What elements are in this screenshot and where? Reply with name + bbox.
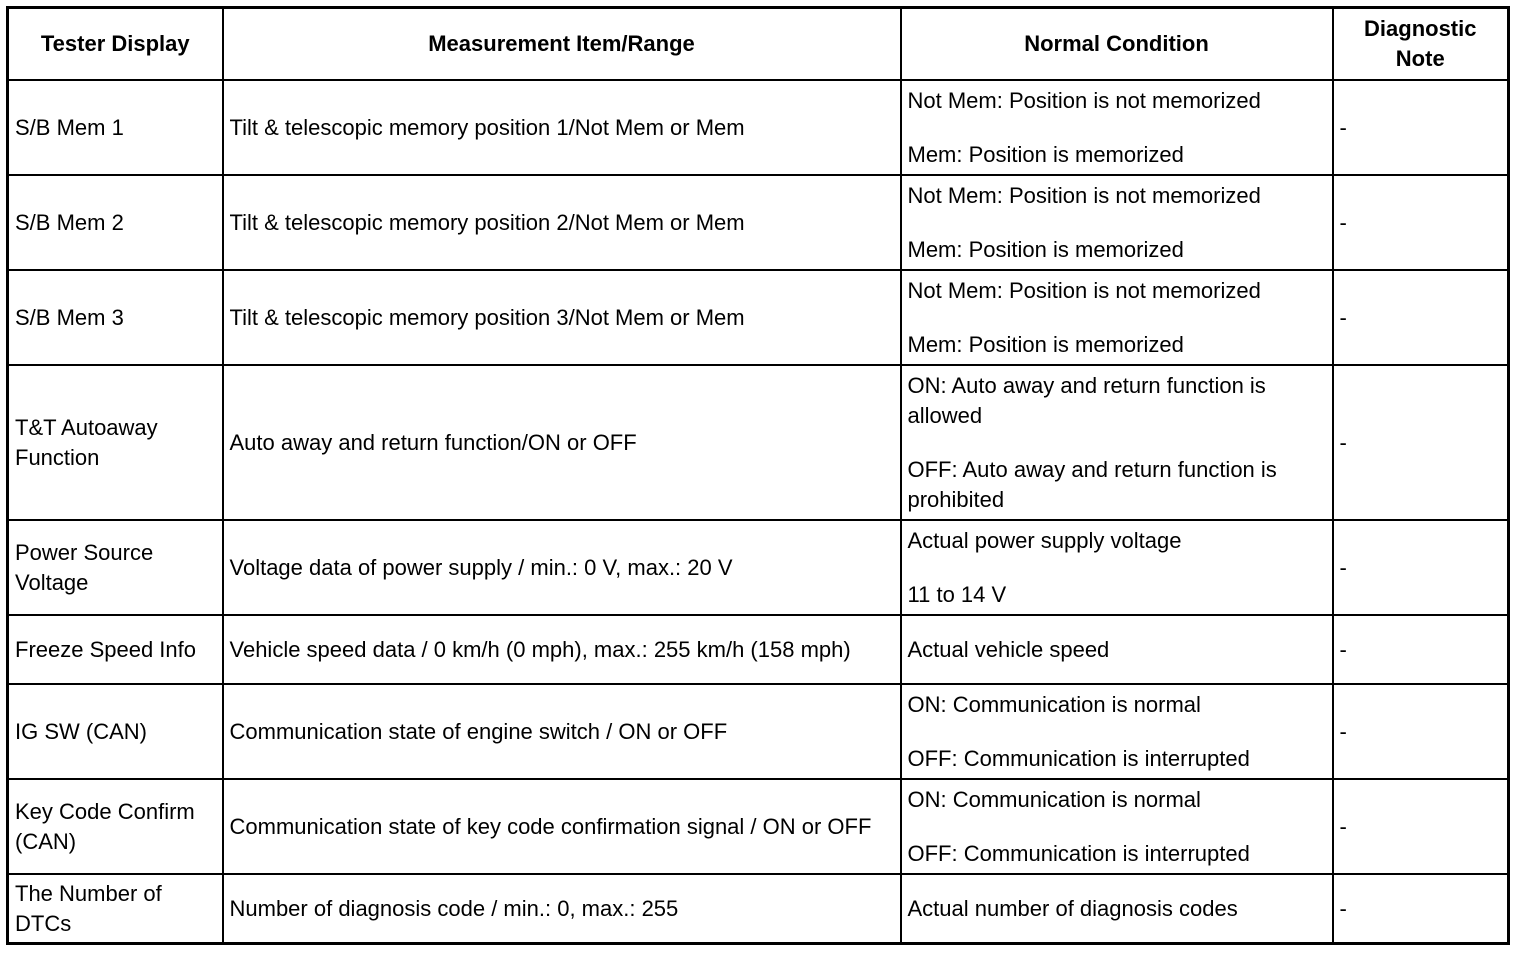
cell-normal-condition: [901, 874, 1333, 944]
header-tester-display: Tester Display: [8, 8, 223, 81]
cell-measurement: Tilt & telescopic memory position 2/Not Mem or Mem: [223, 175, 901, 270]
table-row: [8, 80, 1509, 175]
cell-diagnostic-note: -: [1333, 270, 1509, 365]
condition-line: Actual power supply voltage: [907, 527, 1182, 553]
cell-tester-display: Key Code Confirm (CAN): [8, 779, 223, 874]
table-row: [8, 270, 1509, 365]
condition-line: OFF: Communication is interrupted: [907, 840, 1250, 866]
table-row: [8, 779, 1509, 874]
data-monitor-table: [6, 6, 1510, 945]
cell-measurement: Auto away and return function/ON or OFF: [223, 365, 901, 520]
cell-measurement: Communication state of key code confirmation signal / ON or OFF: [223, 779, 901, 874]
cell-normal-condition: [901, 684, 1333, 779]
cell-measurement: Voltage data of power supply / min.: 0 V, max.: 20 V: [223, 520, 901, 615]
table-row: [8, 175, 1509, 270]
cell-measurement: Tilt & telescopic memory position 3/Not Mem or Mem: [223, 270, 901, 365]
condition-line: Mem: Position is memorized: [907, 236, 1184, 262]
condition-line: OFF: Communication is interrupted: [907, 745, 1250, 771]
cell-tester-display: Power Source Voltage: [8, 520, 223, 615]
condition-line: Not Mem: Position is not memorized: [907, 277, 1261, 303]
condition-line: Not Mem: Position is not memorized: [907, 182, 1261, 208]
cell-normal-condition: [901, 615, 1333, 684]
condition-line: Mem: Position is memorized: [907, 331, 1184, 357]
table-row: [8, 684, 1509, 779]
cell-diagnostic-note: -: [1333, 520, 1509, 615]
cell-normal-condition: [901, 80, 1333, 175]
condition-line: Mem: Position is memorized: [907, 141, 1184, 167]
cell-measurement: Number of diagnosis code / min.: 0, max.: 255: [223, 874, 901, 944]
cell-diagnostic-note: -: [1333, 684, 1509, 779]
condition-line: Not Mem: Position is not memorized: [907, 87, 1261, 113]
cell-measurement: Vehicle speed data / 0 km/h (0 mph), max.: 255 km/h (158 mph): [223, 615, 901, 684]
table-row: [8, 520, 1509, 615]
cell-diagnostic-note: -: [1333, 365, 1509, 520]
cell-tester-display: S/B Mem 3: [8, 270, 223, 365]
cell-measurement: Tilt & telescopic memory position 1/Not Mem or Mem: [223, 80, 901, 175]
header-measurement: Measurement Item/Range: [223, 8, 901, 81]
table-row: [8, 874, 1509, 944]
condition-line: OFF: Auto away and return function is prohibited: [907, 456, 1277, 512]
header-row: [8, 8, 1509, 81]
cell-diagnostic-note: -: [1333, 80, 1509, 175]
cell-normal-condition: [901, 270, 1333, 365]
table-row: [8, 365, 1509, 520]
cell-diagnostic-note: -: [1333, 175, 1509, 270]
cell-normal-condition: [901, 175, 1333, 270]
condition-line: Actual vehicle speed: [907, 636, 1110, 662]
header-diagnostic-line2: Note: [1395, 46, 1445, 71]
cell-tester-display: T&T Autoaway Function: [8, 365, 223, 520]
cell-tester-display: Freeze Speed Info: [8, 615, 223, 684]
header-diagnostic-line1: Diagnostic: [1364, 16, 1477, 41]
cell-tester-display: The Number of DTCs: [8, 874, 223, 944]
condition-line: Actual number of diagnosis codes: [907, 895, 1238, 921]
cell-diagnostic-note: -: [1333, 615, 1509, 684]
header-diagnostic-note: [1333, 8, 1509, 81]
condition-line: ON: Auto away and return function is allowed: [907, 372, 1266, 428]
cell-normal-condition: [901, 365, 1333, 520]
condition-line: ON: Communication is normal: [907, 786, 1201, 812]
cell-measurement: Communication state of engine switch / ON or OFF: [223, 684, 901, 779]
cell-tester-display: S/B Mem 2: [8, 175, 223, 270]
condition-line: 11 to 14 V: [907, 581, 1007, 607]
cell-normal-condition: [901, 520, 1333, 615]
cell-normal-condition: [901, 779, 1333, 874]
condition-line: ON: Communication is normal: [907, 691, 1201, 717]
header-normal-condition: Normal Condition: [901, 8, 1333, 81]
cell-tester-display: IG SW (CAN): [8, 684, 223, 779]
table-row: [8, 615, 1509, 684]
cell-diagnostic-note: -: [1333, 874, 1509, 944]
cell-diagnostic-note: -: [1333, 779, 1509, 874]
cell-tester-display: S/B Mem 1: [8, 80, 223, 175]
